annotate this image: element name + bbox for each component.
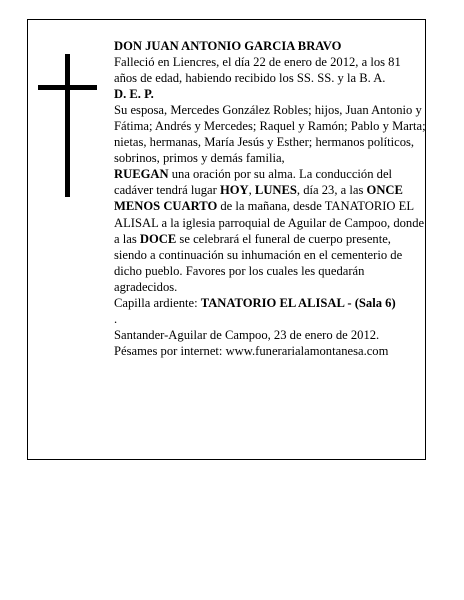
- family-list: Su esposa, Mercedes González Robles; hijos, Juan Antonio y Fátima; Andrés y Mercedes; Raquel y Ramón; Pablo y Marta; nietas, hermanas, María Jesús y Esther; hermanos políticos, sobrinos, primos y demás familia,: [114, 103, 426, 166]
- condolences-line: Pésames por internet: www.funerarialamontanesa.com: [114, 343, 389, 358]
- death-statement: Falleció en Liencres, el día 22 de enero de 2012, a los 81 años de edad, habiendo recibido los SS. SS. y la B. A.: [114, 55, 401, 86]
- chapel-trailing: .: [114, 311, 118, 326]
- obituary-text: [114, 38, 426, 359]
- lunes-label: LUNES: [254, 183, 297, 198]
- funeral-request: RUEGAN una oración por su alma. La conducción del cadáver tendrá lugar HOY, LUNES, día 23, a las ONCE MENOS CUARTO de la mañana, desde TANATORIO EL ALISAL a la iglesia parroquial de Aguilar de Campoo, donde a las DOCE se celebrará el funeral de cuerpo presente, siendo a continuación su inhumación en el cementerio de dicho pueblo. Favores por los cuales les quedarán agradecidos.: [114, 167, 425, 294]
- cross-vertical-bar: [65, 54, 70, 197]
- cross-horizontal-bar: [38, 85, 97, 90]
- chapel-name: TANATORIO EL ALISAL - (Sala 6): [200, 295, 396, 310]
- chapel-line: Capilla ardiente: TANATORIO EL ALISAL - (Sala 6): [114, 295, 396, 310]
- place-date: Santander-Aguilar de Campoo, 23 de enero de 2012.: [114, 327, 380, 342]
- ruegan-label: RUEGAN: [114, 167, 169, 182]
- hoy-label: HOY: [219, 183, 249, 198]
- deceased-name: DON JUAN ANTONIO GARCIA BRAVO: [114, 39, 342, 53]
- time-label: ONCE MENOS CUARTO: [114, 183, 403, 214]
- cross-icon: [38, 54, 97, 197]
- doce-label: DOCE: [139, 231, 177, 246]
- dep-line: D. E. P.: [114, 87, 154, 102]
